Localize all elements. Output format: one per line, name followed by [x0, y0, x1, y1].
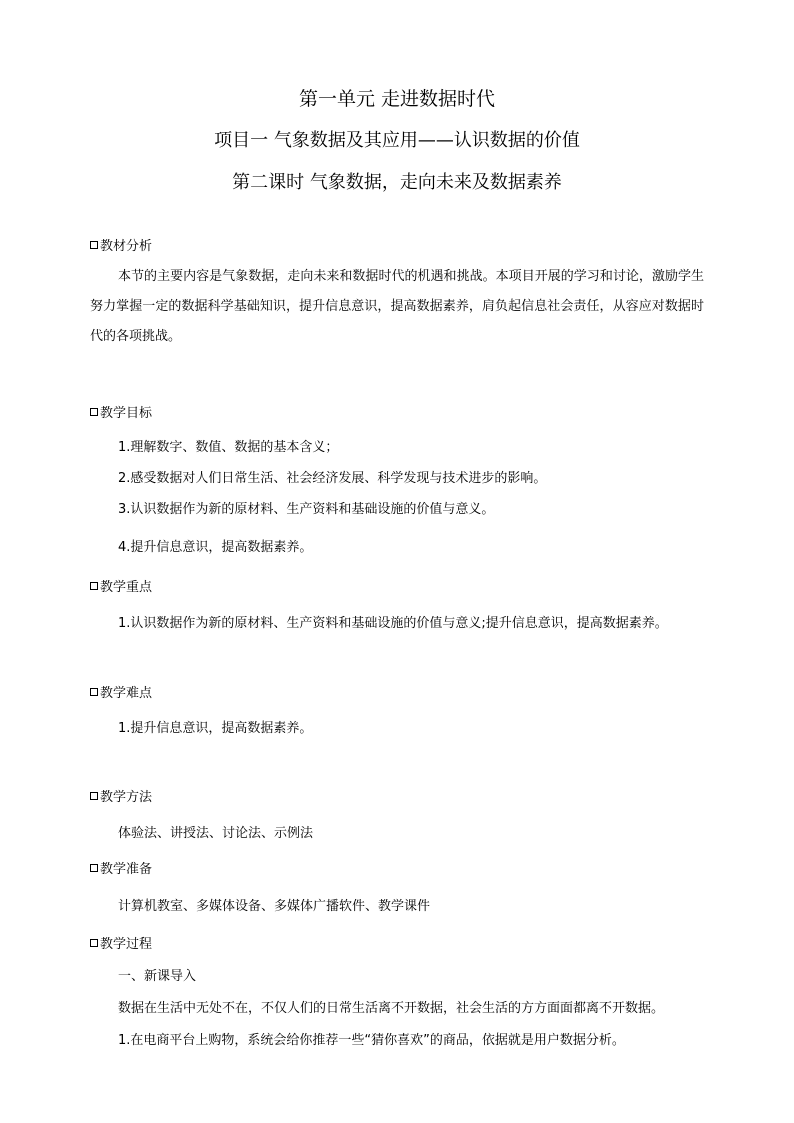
- section-heading-text: 教学准备: [100, 862, 153, 877]
- section-heading-text: 教学目标: [100, 406, 153, 421]
- material-analysis-paragraph: 本节的主要内容是气象数据，走向未来和数据时代的机遇和挑战。本项目开展的学习和讨论，激励学生努力掌握一定的数据科学基础知识，提升信息意识，提高数据素养，肩负起信息社会责任，从容应对数据时代的各项挑战。: [90, 269, 704, 344]
- key-point-item: 1.认识数据作为新的原材料、生产资料和基础设施的价值与意义;提升信息意识，提高数据素养。: [118, 616, 668, 631]
- section-heading-methods: [90, 786, 152, 805]
- checkbox-bullet-icon: [90, 792, 98, 800]
- project-title: 项目一 气象数据及其应用——认识数据的价值: [214, 130, 580, 151]
- checkbox-bullet-icon: [90, 582, 98, 590]
- methods-text: 体验法、讲授法、讨论法、示例法: [118, 826, 314, 841]
- section-heading-objectives: [90, 402, 152, 421]
- process-line: 一、新课导入: [118, 969, 197, 984]
- objective-item: 4.提升信息意识，提高数据素养。: [118, 540, 313, 555]
- section-heading-difficulties: [90, 682, 152, 701]
- preparation-text: 计算机教室、多媒体设备、多媒体广播软件、教学课件: [118, 899, 431, 914]
- section-heading-key-points: [90, 576, 152, 595]
- process-line: 数据在生活中无处不在，不仅人们的日常生活离不开数据，社会生活的方方面面都离不开数据。: [118, 1001, 665, 1016]
- checkbox-bullet-icon: [90, 688, 98, 696]
- section-heading-text: 教学难点: [100, 686, 153, 701]
- section-heading-material-analysis: [90, 235, 152, 254]
- checkbox-bullet-icon: [90, 241, 98, 249]
- unit-title: 第一单元 走进数据时代: [298, 88, 496, 110]
- section-heading-process: [90, 933, 152, 952]
- difficulty-item: 1.提升信息意识，提高数据素养。: [118, 721, 313, 736]
- section-heading-text: 教学方法: [100, 790, 153, 805]
- checkbox-bullet-icon: [90, 408, 98, 416]
- section-heading-text: 教材分析: [100, 239, 153, 254]
- section-heading-text: 教学重点: [100, 580, 153, 595]
- process-line: 1.在电商平台上购物，系统会给你推荐一些“猜你喜欢”的商品，依据就是用户数据分析。: [118, 1033, 625, 1048]
- checkbox-bullet-icon: [90, 939, 98, 947]
- section-heading-text: 教学过程: [100, 937, 153, 952]
- objective-item: 2.感受数据对人们日常生活、社会经济发展、科学发现与技术进步的影响。: [118, 471, 547, 486]
- objective-item: 1.理解数字、数值、数据的基本含义；: [118, 440, 339, 455]
- checkbox-bullet-icon: [90, 864, 98, 872]
- lesson-title: 第二课时 气象数据，走向未来及数据素养: [232, 172, 562, 193]
- objective-item: 3.认识数据作为新的原材料、生产资料和基础设施的价值与意义。: [118, 502, 495, 517]
- section-heading-preparation: [90, 858, 152, 877]
